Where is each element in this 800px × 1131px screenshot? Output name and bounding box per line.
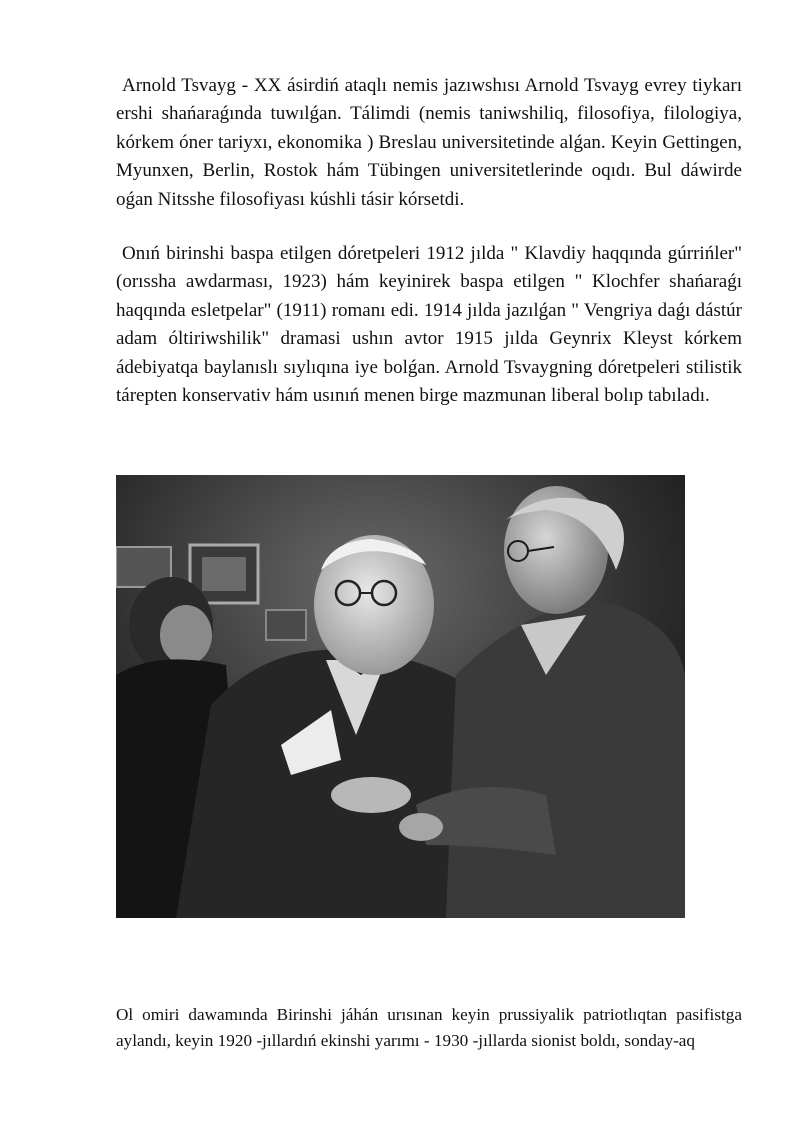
paragraph-later-life: Ol omiri dawamında Birinshi jáhán urısınan keyin prussiyalik patriotlıqtan pasifistga aylandı, keyin 1920 -jıllardıń ekinshi yarımı - 1930 -jıllarda sionist boldı, sonday-aq bbox=[116, 1005, 742, 1050]
portrait-photo bbox=[116, 475, 685, 918]
paragraph-intro: Arnold Tsvayg - XX ásirdiń ataqlı nemis jazıwshısı Arnold Tsvayg evrey tiykarı ershi shańaraǵında tuwılǵan. Tálimdi (nemis taniwshiliq, filosofiya, filologiya, kórkem óner tariyxı, ekonomika ) Breslau universitetinde alǵan. Keyin Gettingen, Myunxen, Berlin, Rostok hám Tübingen universitetlerinde oqıdı. Bul dáwirde oǵan Nitsshe filosofiyası kúshli tásir kórsetdi. bbox=[116, 75, 742, 210]
paragraph-works: Onıń birinshi baspa etilgen dóretpeleri 1912 jılda " Klavdiy haqqında gúrrińler" (orıssha awdarması, 1923) hám keyinirek baspa etilgen " Klochfer shańaraǵı haqqında esletpelar" (1911) romanı edi. 1914 jılda jazılǵan " Vengriya daǵı dástúr adam óltiriwshilik" dramasi ushın avtor 1915 jılda Geynrix Kleyst kórkem ádebiyatqa baylanıslı sıylıqına iye bolǵan. Arnold Tsvaygning dóretpeleri stilistik tárepten konservativ hám usınıń menen birge mazmunan liberal bolıp tabıladı. bbox=[116, 243, 742, 407]
